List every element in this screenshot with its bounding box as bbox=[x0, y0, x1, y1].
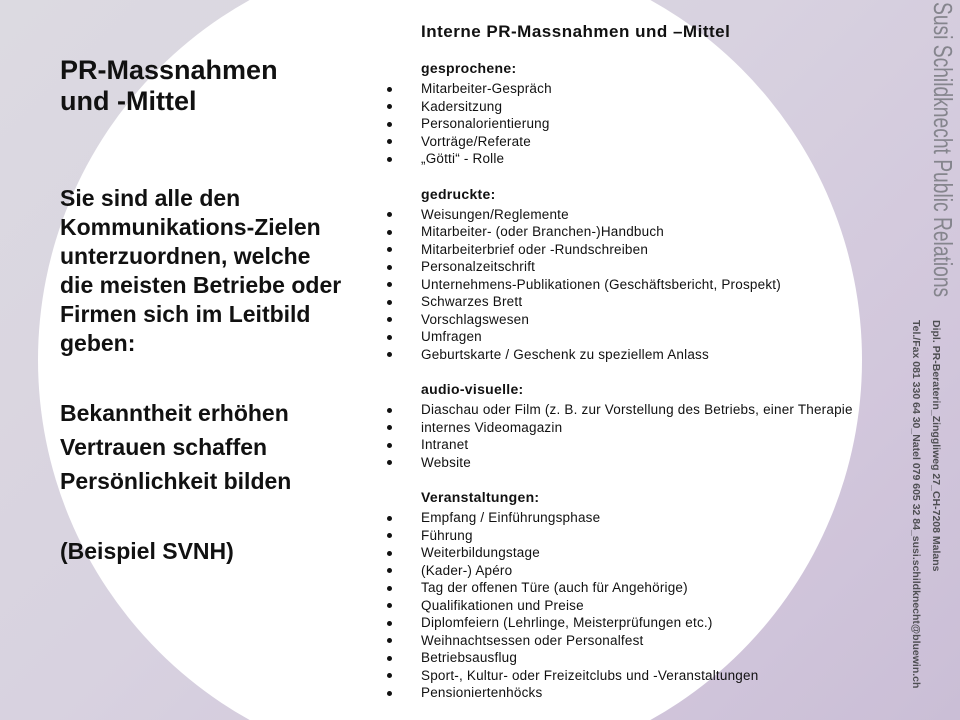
contact-line: Tel./Fax 081 330 64 30_Natel 079 605 32 84_susi.schildknecht@bluewin.ch bbox=[910, 320, 922, 689]
list-item-text: Mitarbeiterbrief oder -Rundschreiben bbox=[421, 241, 649, 257]
section-label: gesprochene: bbox=[421, 60, 517, 76]
bullet-icon bbox=[387, 586, 392, 591]
list-item-text: „Götti“ - Rolle bbox=[421, 151, 505, 166]
list-item-text: Vorträge/Referate bbox=[421, 133, 531, 149]
list-item bbox=[421, 684, 853, 702]
list-item bbox=[421, 80, 853, 98]
goal-item: Persönlichkeit bilden bbox=[60, 468, 292, 494]
list-item-text: Personalzeitschrift bbox=[421, 259, 536, 274]
goal-item: Bekanntheit erhöhen bbox=[60, 400, 289, 426]
list-item-text: Mitarbeiter-Gespräch bbox=[421, 81, 552, 96]
bullet-icon bbox=[387, 408, 392, 413]
list-item bbox=[421, 544, 853, 562]
list-item-text: Diplomfeiern (Lehrlinge, Meisterprüfungen etc.) bbox=[421, 615, 713, 630]
bullet-icon bbox=[387, 282, 392, 287]
list-item bbox=[421, 562, 853, 580]
bullet-icon bbox=[387, 247, 392, 252]
section-heading: Interne PR-Massnahmen und –Mittel bbox=[421, 22, 731, 41]
list-item bbox=[421, 346, 853, 364]
list-item-text: Weiterbildungstage bbox=[421, 545, 540, 560]
list-item bbox=[421, 223, 853, 241]
list-item-text: Pensioniertenhöcks bbox=[421, 685, 543, 700]
section-events bbox=[421, 488, 853, 702]
list-item bbox=[421, 436, 853, 454]
list-item-text: Kadersitzung bbox=[421, 98, 503, 114]
list-item bbox=[421, 133, 853, 151]
list-item-text: Mitarbeiter- (oder Branchen-)Handbuch bbox=[421, 224, 665, 239]
address-line: Dipl. PR-Beraterin_Zinggliweg 27_CH-7208 Malans bbox=[930, 320, 942, 572]
bullet-list bbox=[421, 401, 853, 471]
company-name: Susi Schildknecht Public Relations bbox=[928, 2, 958, 298]
list-item bbox=[421, 419, 853, 437]
bullet-icon bbox=[387, 551, 392, 556]
list-item-text: Geburtskarte / Geschenk zu speziellem Anlass bbox=[421, 346, 709, 362]
bullet-list bbox=[421, 206, 853, 364]
list-item bbox=[421, 311, 853, 329]
list-item bbox=[421, 276, 853, 294]
list-item-text: Betriebsausflug bbox=[421, 650, 518, 665]
list-item-text: Weihnachtsessen oder Personalfest bbox=[421, 632, 644, 648]
bullet-icon bbox=[387, 460, 392, 465]
intro-line: die meisten Betriebe oder bbox=[60, 272, 342, 298]
list-item bbox=[421, 150, 853, 168]
right-column bbox=[421, 22, 853, 702]
intro-line: Firmen sich im Leitbild bbox=[60, 301, 311, 327]
list-item bbox=[421, 206, 853, 224]
section-label: audio-visuelle: bbox=[421, 381, 524, 397]
bullet-icon bbox=[387, 157, 392, 162]
bullet-icon bbox=[387, 656, 392, 661]
section-audio-visual bbox=[421, 380, 853, 471]
list-item bbox=[421, 632, 853, 650]
bullet-icon bbox=[387, 603, 392, 608]
list-item bbox=[421, 293, 853, 311]
list-item-text: internes Videomagazin bbox=[421, 419, 563, 435]
bullet-icon bbox=[387, 104, 392, 109]
bullet-icon bbox=[387, 621, 392, 626]
bullet-icon bbox=[387, 568, 392, 573]
goals-list bbox=[60, 396, 291, 498]
bullet-icon bbox=[387, 265, 392, 270]
list-item bbox=[421, 258, 853, 276]
bullet-icon bbox=[387, 691, 392, 696]
list-item bbox=[421, 115, 853, 133]
list-item bbox=[421, 527, 853, 545]
list-item bbox=[421, 509, 853, 527]
bullet-icon bbox=[387, 212, 392, 217]
bullet-icon bbox=[387, 533, 392, 538]
bullet-icon bbox=[387, 443, 392, 448]
list-item-text: Weisungen/Reglemente bbox=[421, 206, 569, 222]
list-item-text: Empfang / Einführungsphase bbox=[421, 510, 601, 525]
intro-line: geben: bbox=[60, 330, 136, 356]
list-item bbox=[421, 614, 853, 632]
list-item-text: Schwarzes Brett bbox=[421, 294, 523, 309]
section-label: gedruckte: bbox=[421, 185, 496, 202]
list-item-text: Vorschlagswesen bbox=[421, 311, 530, 327]
bullet-icon bbox=[387, 139, 392, 144]
list-item-text: Diaschau oder Film (z. B. zur Vorstellung des Betriebs, einer Therapie bbox=[421, 402, 853, 417]
contact-block bbox=[906, 320, 946, 688]
intro-line: unterzuordnen, welche bbox=[60, 243, 311, 269]
bullet-list bbox=[421, 509, 853, 702]
list-item bbox=[421, 579, 853, 597]
bullet-icon bbox=[387, 230, 392, 235]
bullet-icon bbox=[387, 516, 392, 521]
bullet-icon bbox=[387, 335, 392, 340]
bullet-list bbox=[421, 80, 853, 168]
list-item-text: Tag der offenen Türe (auch für Angehörige) bbox=[421, 580, 688, 595]
slide-title bbox=[60, 55, 278, 117]
title-line: PR-Massnahmen bbox=[60, 55, 278, 85]
list-item-text: Umfragen bbox=[421, 329, 482, 344]
intro-line: Sie sind alle den bbox=[60, 185, 241, 211]
list-item-text: (Kader-) Apéro bbox=[421, 562, 513, 578]
list-item bbox=[421, 649, 853, 667]
list-item bbox=[421, 401, 853, 419]
list-item bbox=[421, 454, 853, 472]
title-line: und -Mittel bbox=[60, 86, 197, 116]
intro-paragraph bbox=[60, 184, 341, 358]
list-item bbox=[421, 241, 853, 259]
bullet-icon bbox=[387, 352, 392, 357]
bullet-icon bbox=[387, 300, 392, 305]
bullet-icon bbox=[387, 317, 392, 322]
section-printed bbox=[421, 185, 853, 364]
bullet-icon bbox=[387, 87, 392, 92]
bullet-icon bbox=[387, 638, 392, 643]
intro-line: Kommunikations-Zielen bbox=[60, 214, 321, 240]
bullet-icon bbox=[387, 673, 392, 678]
list-item bbox=[421, 597, 853, 615]
list-item bbox=[421, 328, 853, 346]
list-item-text: Qualifikationen und Preise bbox=[421, 597, 584, 613]
list-item-text: Intranet bbox=[421, 437, 469, 452]
example-note: (Beispiel SVNH) bbox=[60, 538, 234, 564]
section-label: Veranstaltungen: bbox=[421, 489, 540, 505]
goal-item: Vertrauen schaffen bbox=[60, 434, 268, 460]
list-item-text: Führung bbox=[421, 527, 473, 543]
list-item-text: Unternehmens-Publikationen (Geschäftsbericht, Prospekt) bbox=[421, 276, 781, 292]
list-item bbox=[421, 667, 853, 685]
bullet-icon bbox=[387, 122, 392, 127]
list-item-text: Website bbox=[421, 454, 471, 470]
list-item bbox=[421, 98, 853, 116]
list-item-text: Sport-, Kultur- oder Freizeitclubs und -Veranstaltungen bbox=[421, 667, 759, 683]
bullet-icon bbox=[387, 425, 392, 430]
section-spoken bbox=[421, 59, 853, 168]
list-item-text: Personalorientierung bbox=[421, 116, 550, 131]
